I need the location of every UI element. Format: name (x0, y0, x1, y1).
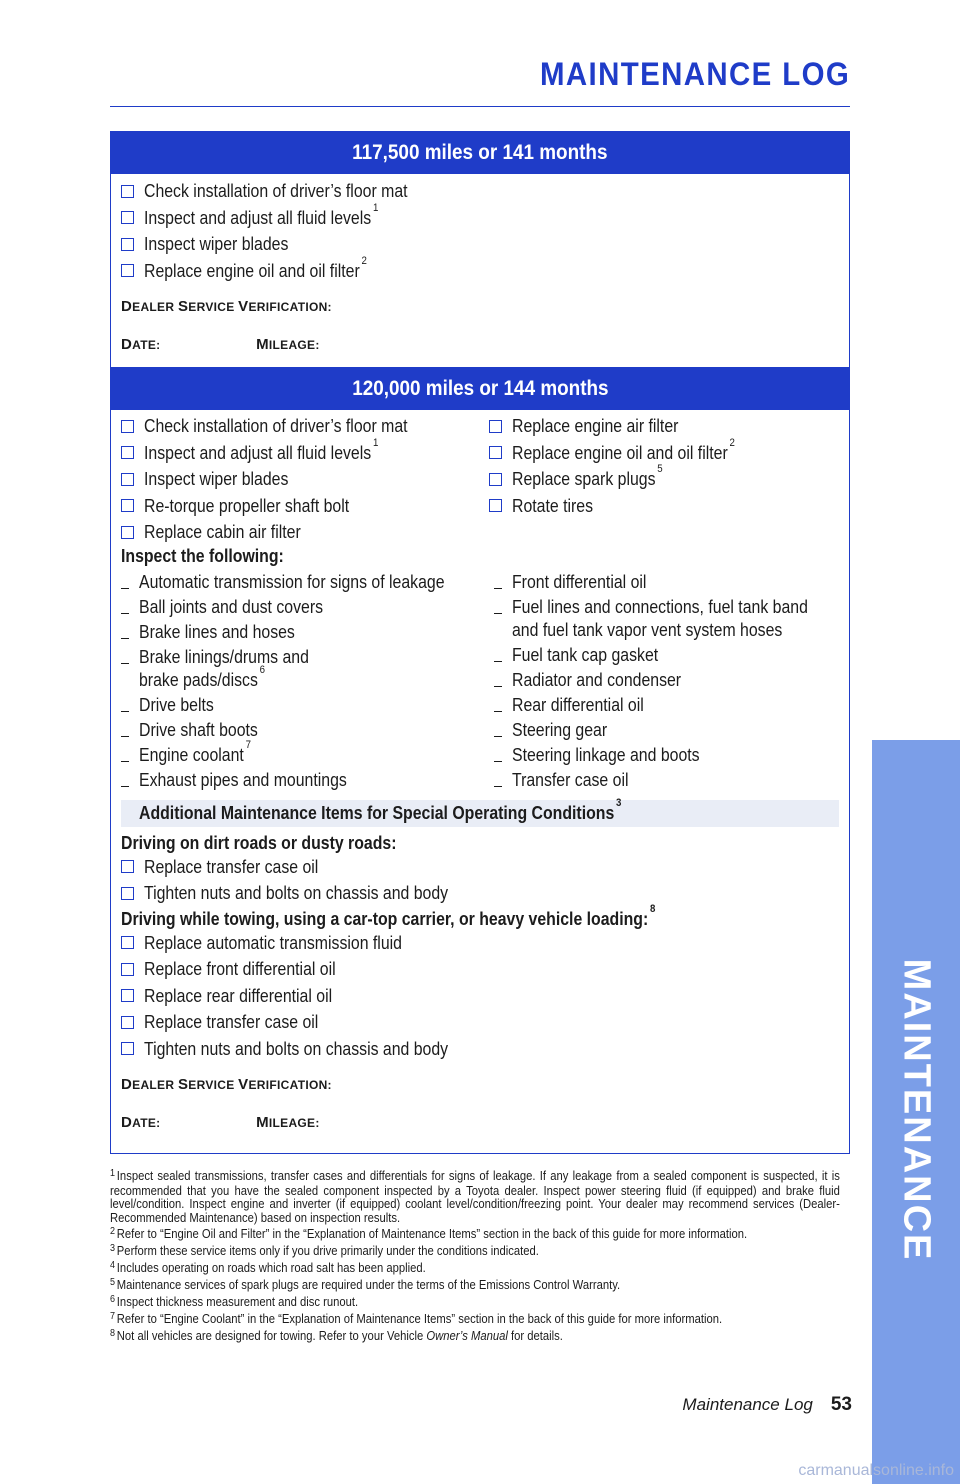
interval-117500 (110, 131, 850, 368)
title-divider (110, 106, 850, 107)
interval-header: 117,500 miles or 141 months (111, 131, 849, 174)
footnote-number: 8 (110, 1327, 116, 1339)
checkbox-icon[interactable] (121, 989, 134, 1002)
checklist-item-label: Replace spark plugs $^5$ (512, 463, 663, 490)
side-tab-label: MAINTENANCE (895, 958, 938, 1262)
inspect-item-label: Engine coolant $^7$ (139, 738, 251, 765)
inspect-item-label: Brake linings/drums and brake pads/discs $^6$ (139, 646, 309, 690)
footnote-number: 1 (110, 1168, 116, 1179)
checklist-item (111, 854, 849, 881)
footnote-text: Perform these service items only if you drive primarily under the conditions indicated. (116, 1243, 539, 1258)
checklist-item-label: Replace rear differential oil (144, 985, 333, 1006)
checklist-item-label: Check installation of driver’s floor mat (144, 181, 408, 202)
checklist-item-label: Check installation of driver’s floor mat (144, 416, 408, 437)
inspect-item-label: Front differential oil (512, 571, 647, 592)
footnote-text: Inspect sealed transmissions, transfer cases and differentials for signs of leakage. If any leakage from a sealed component is suspected, it is recommended that you have the sealed component inspected by a Toyota dealer. Inspect power steering fluid (if equipped) and brake fluid level/condition. Inspect engine and inverter (if equipped) coolant level/condition/freezing point. Your dealer may recommend services (Dealer-Recommended Maintenance) based on inspection results. (110, 1169, 840, 1225)
footnote (110, 1293, 840, 1311)
checkbox-icon[interactable] (121, 473, 134, 486)
inspect-columns (111, 571, 849, 794)
checklist-item (111, 930, 849, 957)
inspect-item (484, 571, 849, 594)
date-label: DATE: (121, 336, 161, 353)
checkbox-icon[interactable] (489, 473, 502, 486)
checklist-item (111, 201, 849, 232)
footnote (110, 1225, 840, 1243)
watermark: carmanualsonline.info (798, 1462, 954, 1479)
checkbox-icon[interactable] (121, 963, 134, 976)
checklist-item-label: Replace cabin air filter (144, 522, 301, 543)
inspect-item-label: Ball joints and dust covers (139, 596, 324, 617)
checklist-item-label: Inspect and adjust all fluid levels $^1$ (144, 436, 379, 463)
checklist-item-label: Replace engine air filter (512, 416, 679, 437)
inspect-item (111, 646, 486, 692)
checklist-item-label: Replace engine oil and oil filter $^2$ (512, 436, 735, 463)
footnote-text: for details. (507, 1328, 563, 1343)
checklist-item (111, 254, 849, 285)
checklist-item-label: Rotate tires (512, 495, 594, 516)
checklist-item-label: Replace transfer case oil (144, 856, 319, 877)
dash-line-icon (121, 769, 129, 787)
checkbox-icon[interactable] (489, 420, 502, 433)
inspect-item-label: Drive shaft boots (139, 719, 258, 740)
interval-header: 120,000 miles or 144 months (111, 367, 849, 410)
dash-line-icon (494, 769, 502, 787)
checklist-item (111, 178, 849, 205)
checklist-item (111, 983, 849, 1010)
checkbox-icon[interactable] (121, 264, 134, 277)
inspect-item-label: Transfer case oil (512, 769, 629, 790)
checklist-item (111, 1036, 849, 1063)
footnote-number: 5 (110, 1276, 116, 1288)
inspect-item (111, 621, 486, 644)
footnote-text: Refer to “Engine Coolant” in the “Explanation of Maintenance Items” section in the back of this guide for more information. (116, 1311, 723, 1326)
footer-section: Maintenance Log (682, 1395, 813, 1414)
inspect-item-label: Brake lines and hoses (139, 621, 295, 642)
dirt-roads-checklist (111, 854, 849, 907)
checkbox-icon[interactable] (121, 238, 134, 251)
checkbox-icon[interactable] (121, 1016, 134, 1029)
inspect-item-label: Fuel tank cap gasket (512, 644, 659, 665)
inspect-item (484, 644, 849, 667)
inspect-item-label: Steering gear (512, 719, 608, 740)
inspect-item (111, 738, 486, 767)
inspect-item (484, 669, 849, 692)
inspect-item-label: Automatic transmission for signs of leakage (139, 571, 445, 592)
checkbox-icon[interactable] (121, 446, 134, 459)
footnote (110, 1327, 840, 1345)
inspect-item (111, 596, 486, 619)
checklist-item-label: Replace engine oil and oil filter $^2$ (144, 254, 367, 281)
inspect-left (111, 571, 486, 794)
inspect-heading: Inspect the following: (121, 545, 284, 566)
checklist-item-label: Replace automatic transmission fluid (144, 932, 402, 953)
inspect-item (484, 694, 849, 717)
checklist-item (479, 463, 849, 493)
inspect-item (484, 744, 849, 767)
checklist-item-label: Re-torque propeller shaft bolt (144, 495, 350, 516)
dash-line-icon (494, 719, 502, 737)
footnotes (110, 1170, 840, 1347)
towing-checklist (111, 930, 849, 1063)
inspect-item (484, 769, 849, 792)
footnote-number: 6 (110, 1293, 116, 1305)
checklist-right (479, 413, 849, 546)
mileage-label: MILEAGE: (256, 1114, 320, 1131)
footnote-text: Includes operating on roads which road salt has been applied. (116, 1260, 426, 1275)
checklist-item-label: Inspect wiper blades (144, 469, 289, 490)
checklist-left (111, 413, 481, 546)
dash-line-icon (494, 744, 502, 762)
dash-line-icon (121, 596, 129, 614)
footnote-text: Owner’s Manual (426, 1328, 508, 1343)
checklist-item (111, 436, 481, 467)
inspect-item (484, 596, 849, 642)
dash-line-icon (121, 646, 129, 664)
footnote-number: 4 (110, 1259, 116, 1271)
checklist-item (111, 519, 481, 546)
checkbox-icon[interactable] (489, 499, 502, 512)
checkbox-icon[interactable] (121, 211, 134, 224)
inspect-item (111, 571, 486, 594)
checklist-item-label: Tighten nuts and bolts on chassis and body (144, 883, 449, 904)
checklist-item-label: Replace transfer case oil (144, 1012, 319, 1033)
dealer-service-verification: DEALER SERVICE VERIFICATION: (121, 298, 332, 315)
checkbox-icon[interactable] (121, 887, 134, 900)
checklist-item (111, 231, 849, 258)
footnote-text: Maintenance services of spark plugs are required under the terms of the Emissions Control Warranty. (116, 1277, 621, 1292)
date-label: DATE: (121, 1114, 161, 1131)
dash-line-icon (121, 744, 129, 762)
checklist-columns (111, 410, 849, 546)
checklist-item (111, 466, 481, 493)
dealer-service-verification: DEALER SERVICE VERIFICATION: (121, 1076, 332, 1093)
footnote (110, 1170, 840, 1225)
checkbox-icon[interactable] (489, 446, 502, 459)
date-mileage-row (111, 336, 849, 353)
inspect-item-label: Exhaust pipes and mountings (139, 769, 347, 790)
checkbox-icon[interactable] (121, 1042, 134, 1055)
inspect-item (484, 719, 849, 742)
dash-line-icon (494, 644, 502, 662)
inspect-item-label: Drive belts (139, 694, 214, 715)
footnote (110, 1310, 840, 1328)
checklist-item (111, 880, 849, 907)
footnote-number: 7 (110, 1310, 116, 1322)
footnote-text: Inspect thickness measurement and disc runout. (116, 1294, 359, 1309)
checkbox-icon[interactable] (121, 936, 134, 949)
checkbox-icon[interactable] (121, 185, 134, 198)
inspect-item-label: Steering linkage and boots (512, 744, 700, 765)
checklist-item-label: Inspect wiper blades (144, 234, 289, 255)
inspect-item (111, 719, 486, 742)
footnote-number: 2 (110, 1225, 116, 1237)
checklist-item (111, 413, 481, 440)
dash-line-icon (121, 621, 129, 639)
additional-items-heading: Additional Maintenance Items for Special Operating Conditions $^3$ (121, 800, 839, 827)
checkbox-icon[interactable] (121, 499, 134, 512)
checklist-item (479, 413, 849, 440)
interval-120000 (110, 367, 850, 1154)
checklist-item (111, 956, 849, 983)
checkbox-icon[interactable] (121, 860, 134, 873)
checkbox-icon[interactable] (121, 420, 134, 433)
dash-line-icon (121, 571, 129, 589)
dash-line-icon (494, 596, 502, 614)
inspect-item (111, 694, 486, 717)
checklist-item (111, 1009, 849, 1036)
footnote-number: 3 (110, 1242, 116, 1254)
checklist-item-label: Inspect and adjust all fluid levels $^1$ (144, 201, 379, 228)
footnote (110, 1276, 840, 1294)
page-title: MAINTENANCE LOG (539, 56, 850, 92)
dash-line-icon (494, 669, 502, 687)
towing-heading: Driving while towing, using a car-top carrier, or heavy vehicle loading: $^8$ (121, 902, 656, 929)
inspect-item-label: Rear differential oil (512, 694, 644, 715)
inspect-item-label: Radiator and condenser (512, 669, 682, 690)
inspect-item-label: Fuel lines and connections, fuel tank band and fuel tank vapor vent system hoses (512, 596, 809, 640)
dash-line-icon (121, 719, 129, 737)
dash-line-icon (121, 694, 129, 712)
page-number: 53 (830, 1394, 852, 1415)
checklist-item (479, 436, 849, 467)
page-footer (682, 1394, 852, 1416)
checklist-item-label: Tighten nuts and bolts on chassis and body (144, 1038, 449, 1059)
inspect-right (484, 571, 849, 794)
checklist-item-label: Replace front differential oil (144, 959, 336, 980)
inspect-item (111, 769, 486, 792)
footnote (110, 1259, 840, 1277)
checkbox-icon[interactable] (121, 526, 134, 539)
footnote (110, 1242, 840, 1260)
mileage-label: MILEAGE: (256, 336, 320, 353)
checklist (111, 174, 849, 284)
dash-line-icon (494, 571, 502, 589)
checklist-item (479, 493, 849, 520)
footnote-text: Refer to “Engine Oil and Filter” in the “Explanation of Maintenance Items” section in the back of this guide for more information. (116, 1226, 748, 1241)
footnote-text: Not all vehicles are designed for towing. Refer to your Vehicle (116, 1328, 427, 1343)
date-mileage-row (111, 1114, 849, 1131)
dirt-roads-heading: Driving on dirt roads or dusty roads: (121, 832, 397, 853)
dash-line-icon (494, 694, 502, 712)
checklist-item (111, 493, 481, 520)
